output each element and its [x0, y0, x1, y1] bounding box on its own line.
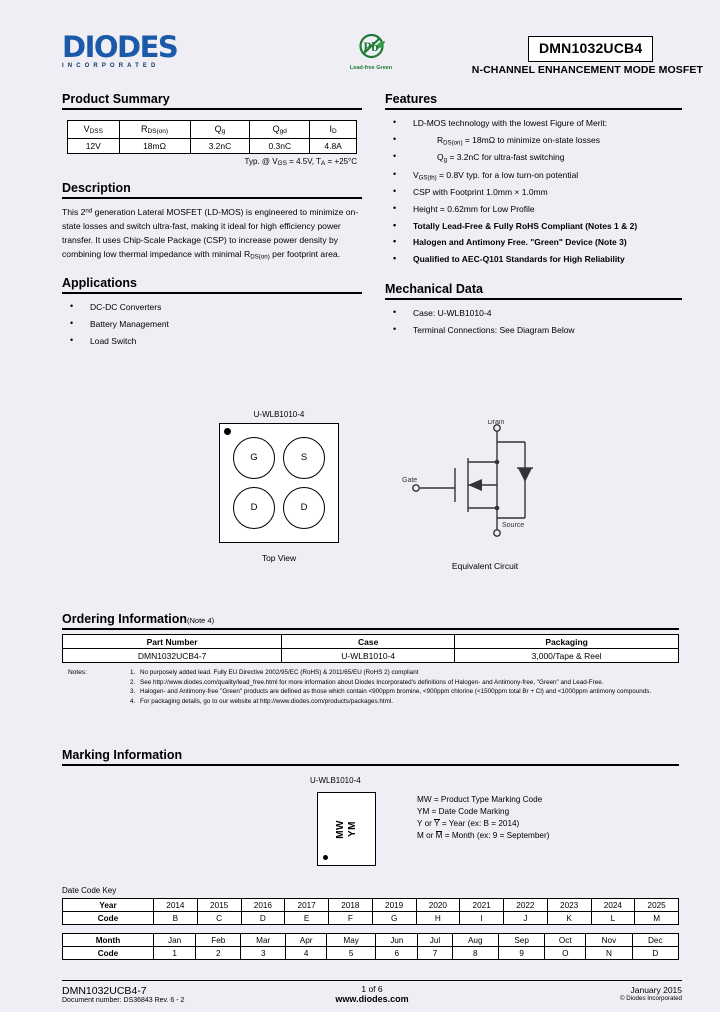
product-summary-table: [67, 120, 357, 154]
marking-package-label: U-WLB1010-4: [310, 776, 361, 785]
month-code-cell: 2: [196, 947, 241, 960]
typ-sub-gs: GS: [277, 160, 287, 167]
diodes-logo: [62, 30, 212, 69]
month-code-cell: 9: [498, 947, 544, 960]
note-num: 1.: [130, 669, 136, 676]
year-cell: 2020: [416, 899, 460, 912]
year-code-cell: L: [591, 912, 635, 925]
product-summary-title: Product Summary: [62, 92, 362, 110]
row-label-code: Code: [63, 947, 154, 960]
month-code-cell: O: [545, 947, 586, 960]
note-item: [130, 697, 679, 706]
month-cell: Sep: [498, 934, 544, 947]
pad-gate: G: [233, 437, 275, 479]
marking-legend: [417, 794, 549, 843]
pin1-dot-icon: [224, 428, 231, 435]
table-row: [63, 649, 679, 663]
list-item: • Load Switch: [62, 335, 362, 348]
marking-diagram-area: [62, 774, 679, 882]
month-code-cell: 8: [452, 947, 498, 960]
year-code-cell: I: [460, 912, 504, 925]
typ-a: Typ. @ V: [244, 157, 278, 166]
date-code-key-label: Date Code Key: [62, 886, 117, 895]
description-body: This 2nd generation Lateral MOSFET (LD-MOS) is engineered to minimize on-state losses and switch ultra-fast, making it ideal for high efficiency power transfer. It uses Chip-Scale Package (CSP) to increase power density by combining low thermal impedance with minimal RDS(on) per footprint area.: [62, 207, 359, 261]
ordering-title-note: (Note 4): [187, 616, 215, 625]
legend-ym: YM = Date Code Marking: [417, 807, 510, 817]
typ-c: = +25°C: [325, 157, 357, 166]
year-cell: 2023: [547, 899, 591, 912]
notes-list: [62, 668, 679, 706]
month-cell: May: [327, 934, 376, 947]
id-sym: I: [329, 124, 333, 134]
month-cell: Nov: [586, 934, 632, 947]
id-sub: D: [332, 128, 337, 135]
col-case: Case: [282, 635, 455, 649]
col-qgd: [250, 121, 310, 139]
footer-date: January 2015: [630, 985, 682, 995]
year-code-cell: K: [547, 912, 591, 925]
footer-website-link[interactable]: www.diodes.com: [335, 994, 409, 1004]
part-number-title: DMN1032UCB4: [539, 40, 643, 56]
note-text: For packaging details, go to our website at http://www.diodes.com/products/packages.html.: [140, 697, 394, 705]
ordering-table: [62, 634, 679, 663]
month-code-cell: 5: [327, 947, 376, 960]
col-part-number: Part Number: [63, 635, 282, 649]
right-column: [385, 92, 682, 340]
device-subtitle: N-CHANNEL ENHANCEMENT MODE MOSFET: [471, 64, 703, 76]
val-rdson: 18mΩ: [119, 139, 190, 154]
description-title: Description: [62, 181, 362, 199]
vdss-sub: DSS: [89, 128, 103, 135]
row-label-code: Code: [63, 912, 154, 925]
table-row-headers: [63, 635, 679, 649]
footer-part-number: DMN1032UCB4-7: [62, 985, 147, 997]
year-cell: 2017: [285, 899, 329, 912]
notes-block: [62, 668, 679, 706]
applications-list: [62, 301, 362, 348]
logo-subtext: INCORPORATED: [62, 63, 160, 69]
notes-label: Notes:: [68, 669, 88, 676]
row-label-month: Month: [63, 934, 154, 947]
description-section: [62, 181, 362, 262]
list-item: • Terminal Connections: See Diagram Below: [385, 324, 682, 337]
year-code-cell: E: [285, 912, 329, 925]
footer-copyright: © Diodes Incorporated: [620, 995, 682, 1002]
legend-month: M or M = Month (ex: 9 = September): [417, 831, 550, 841]
pad-drain-1: D: [233, 487, 275, 529]
package-diagram-label: U-WLB1010-4: [253, 410, 305, 419]
mosfet-symbol-icon: [400, 420, 570, 560]
cell-case: U-WLB1010-4: [282, 649, 455, 663]
feature-qg: Qg = 3.2nC for ultra-fast switching: [437, 152, 565, 164]
list-item: • Totally Lead-Free & Fully RoHS Compliant (Notes 1 & 2): [385, 220, 682, 233]
month-cell: Jul: [418, 934, 452, 947]
list-item: • Halogen and Antimony Free. "Green" Device (Note 3): [385, 236, 682, 249]
ordering-information-section: [62, 612, 679, 707]
col-qg: [190, 121, 250, 139]
mechanical-list: [385, 307, 682, 337]
applications-section: [62, 276, 362, 348]
list-item: • Battery Management: [62, 318, 362, 331]
month-cell: Jan: [154, 934, 196, 947]
qg-sym: Q: [214, 124, 222, 134]
year-cell: 2021: [460, 899, 504, 912]
col-id: [310, 121, 357, 139]
val-qgd: 0.3nC: [250, 139, 310, 154]
diagrams-area: [0, 410, 720, 600]
lead-free-label: Lead-free Green: [349, 65, 393, 71]
marking-line-1: MW: [335, 819, 346, 839]
rds-sub: DS(on): [147, 128, 169, 135]
month-cell: Jun: [376, 934, 418, 947]
month-code-cell: 7: [418, 947, 452, 960]
note-item: [130, 687, 679, 696]
cell-part-number: DMN1032UCB4-7: [63, 649, 282, 663]
year-cell: 2018: [329, 899, 373, 912]
year-code-table: [62, 898, 679, 925]
typ-b: = 4.5V, T: [286, 157, 321, 166]
logo-wordmark: DIODES: [62, 30, 178, 64]
month-cell: Feb: [196, 934, 241, 947]
col-rdson: [119, 121, 190, 139]
month-code-cell: 3: [241, 947, 286, 960]
package-diagram: [209, 410, 349, 563]
month-code-cell: 6: [376, 947, 418, 960]
note-text: No purposely added lead. Fully EU Directive 2002/95/EC (RoHS) & 2011/65/EU (RoHS 2) compliant: [140, 669, 419, 676]
month-cell: Dec: [632, 934, 678, 947]
typ-sub-a: A: [320, 160, 326, 167]
year-code-cell: C: [197, 912, 241, 925]
list-item: • DC-DC Converters: [62, 301, 362, 314]
cell-packaging: 3,000/Tape & Reel: [455, 649, 679, 663]
source-text: Source: [502, 522, 525, 529]
month-code-cell: 4: [286, 947, 327, 960]
pad-drain-2: D: [283, 487, 325, 529]
lead-free-green-logo: [341, 30, 401, 71]
footer-left: [62, 985, 184, 1004]
year-code-cell: B: [154, 912, 198, 925]
marking-text-rotated: [318, 793, 375, 865]
footer-right: [620, 985, 682, 1002]
col-vdss: [68, 121, 120, 139]
table-row: [63, 934, 679, 947]
applications-title: Applications: [62, 276, 362, 294]
year-cell: 2019: [372, 899, 416, 912]
list-item-sub: [385, 134, 682, 148]
col-packaging: Packaging: [455, 635, 679, 649]
pad-source: S: [283, 437, 325, 479]
mechanical-data-section: [385, 282, 682, 337]
qg-sub: g: [221, 128, 226, 135]
typical-conditions-note: [62, 157, 357, 167]
list-item: • Case: U-WLB1010-4: [385, 307, 682, 320]
val-qg: 3.2nC: [190, 139, 250, 154]
drain-text: Drain: [487, 420, 505, 426]
rds-sym: R: [140, 124, 148, 134]
row-label-year: Year: [63, 899, 154, 912]
year-cell: 2024: [591, 899, 635, 912]
ordering-title-text: Ordering Information: [62, 612, 187, 626]
table-row: [63, 899, 679, 912]
table-row: [68, 139, 357, 154]
month-cell: Apr: [286, 934, 327, 947]
legend-year: Y or Y = Year (ex: B = 2014): [417, 819, 520, 829]
product-summary-section: [62, 92, 362, 167]
gate-text: Gate: [402, 477, 418, 484]
year-cell: 2025: [635, 899, 679, 912]
vdss-sym: V: [83, 124, 90, 134]
month-cell: Aug: [452, 934, 498, 947]
pb-free-icon: [355, 30, 388, 63]
month-code-cell: D: [632, 947, 678, 960]
table-row: [63, 912, 679, 925]
marking-information-title: Marking Information: [62, 748, 679, 766]
year-cell: 2015: [197, 899, 241, 912]
marking-information-section: [62, 748, 679, 960]
legend-mw: MW = Product Type Marking Code: [417, 795, 543, 804]
equivalent-circuit-caption: Equivalent Circuit: [451, 561, 519, 571]
note-item: [130, 668, 679, 677]
year-cell: 2022: [504, 899, 548, 912]
list-item: • CSP with Footprint 1.0mm × 1.0mm: [385, 186, 682, 199]
qgd-sub: gd: [279, 128, 287, 135]
list-item: • Height = 0.62mm for Low Profile: [385, 203, 682, 216]
part-number-box: [528, 36, 653, 62]
note-text: See http://www.diodes.com/quality/lead_free.html for more information about Diodes Incorporated's definitions of Halogen- and Antimony-free, "Green" and Lead-Free.: [140, 678, 604, 686]
val-vdss: 12V: [68, 139, 120, 154]
list-item: • Qualified to AEC-Q101 Standards for High Reliability: [385, 253, 682, 266]
pb-symbol: Pb: [363, 39, 379, 54]
marking-line-2: YM: [347, 821, 358, 837]
year-code-cell: G: [372, 912, 416, 925]
note-num: 2.: [130, 678, 136, 686]
page-footer: [62, 980, 682, 1004]
table-row-headers: [68, 121, 357, 139]
year-code-cell: H: [416, 912, 460, 925]
list-item: • LD-MOS technology with the lowest Figure of Merit:: [385, 117, 682, 130]
features-title: Features: [385, 92, 682, 110]
year-cell: 2016: [241, 899, 285, 912]
qgd-sym: Q: [272, 124, 280, 134]
month-code-table: [62, 933, 679, 960]
list-item-sub: [385, 151, 682, 165]
table-row: [63, 947, 679, 960]
note-num: 3.: [130, 688, 136, 696]
year-cell: 2014: [154, 899, 198, 912]
feature-rdson: RDS(on) = 18mΩ to minimize on-state losses: [437, 134, 600, 147]
year-code-cell: J: [504, 912, 548, 925]
package-outline: [219, 423, 339, 543]
list-item: • VGS(th) = 0.8V typ. for a low turn-on potential: [385, 169, 682, 183]
month-code-cell: 1: [154, 947, 196, 960]
note-item: [130, 678, 679, 687]
val-id: 4.8A: [310, 139, 357, 154]
note-num: 4.: [130, 697, 136, 705]
month-code-cell: N: [586, 947, 632, 960]
top-view-caption: Top View: [261, 553, 297, 563]
footer-page-number: 1 of 6: [361, 984, 383, 994]
marking-pin1-dot-icon: [323, 855, 328, 860]
month-cell: Oct: [545, 934, 586, 947]
page-header: [0, 0, 720, 92]
year-code-cell: D: [241, 912, 285, 925]
footer-document-number: Document number: DS36843 Rev. 6 - 2: [62, 997, 185, 1004]
features-list: [385, 117, 682, 266]
equivalent-circuit-diagram: [400, 420, 570, 571]
left-column: [62, 92, 362, 351]
year-code-cell: F: [329, 912, 373, 925]
features-section: [385, 92, 682, 266]
mechanical-data-title: Mechanical Data: [385, 282, 682, 300]
month-cell: Mar: [241, 934, 286, 947]
upper-columns: [0, 92, 720, 410]
year-code-cell: M: [635, 912, 679, 925]
ordering-information-title: [62, 612, 679, 630]
marking-box: [317, 792, 376, 866]
note-text: Halogen- and Antimony-free "Green" products are defined as those which contain <900ppm bromine, <900ppm chlorine (<1500ppm total Br + Cl) and <1000ppm antimony compounds.: [140, 688, 652, 696]
